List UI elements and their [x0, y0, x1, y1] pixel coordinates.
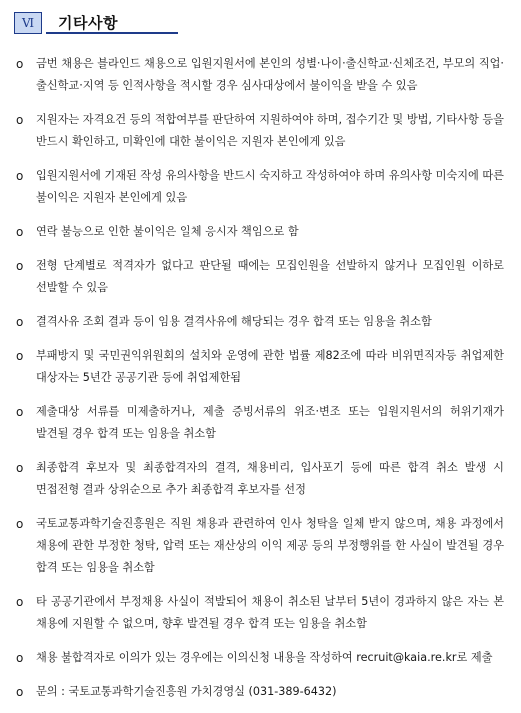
- list-item-text: 타 공공기관에서 부정채용 사실이 적발되어 채용이 취소된 날부터 5년이 경과하지 않은 자는 본 채용에 지원할 수 없으며, 향후 발견될 경우 합격 또는 임용을 취소함: [36, 595, 504, 630]
- list-item: [16, 681, 504, 703]
- list-item-text: 금번 채용은 블라인드 채용으로 입원지원서에 본인의 성별·나이·출신학교·신체조건, 부모의 직업·출신학교·지역 등 인적사항을 적시할 경우 심사대상에서 불이익을 받을 수 있음: [36, 57, 504, 92]
- list-item-text: 연락 불능으로 인한 불이익은 일체 응시자 책임으로 함: [36, 225, 299, 238]
- list-item-text: 입원지원서에 기재된 작성 유의사항을 반드시 숙지하고 작성하여야 하며 유의사항 미숙지에 따른 불이익은 지원자 본인에게 있음: [36, 169, 504, 204]
- list-item: [16, 345, 504, 389]
- bullet-icon: o: [16, 259, 24, 273]
- list-item: [16, 401, 504, 445]
- contact-text: 문의 : 국토교통과학기술진흥원 가치경영실 (031-389-6432): [36, 685, 337, 698]
- bullet-icon: o: [16, 651, 24, 665]
- bullet-icon: o: [16, 315, 24, 329]
- notice-list: [16, 53, 504, 703]
- section-title-underline: [46, 12, 178, 34]
- list-item-text: 결격사유 조회 결과 등이 임용 결격사유에 해당되는 경우 합격 또는 임용을 취소함: [36, 315, 432, 328]
- bullet-icon: o: [16, 57, 24, 71]
- list-item: [16, 221, 504, 243]
- list-item: [16, 53, 504, 97]
- bullet-icon: o: [16, 349, 24, 363]
- section-header: [14, 12, 178, 34]
- bullet-icon: o: [16, 169, 24, 183]
- list-item-text: 채용 불합격자로 이의가 있는 경우에는 이의신청 내용을 작성하여 recruit@kaia.re.kr로 제출: [36, 651, 493, 664]
- list-item: [16, 457, 504, 501]
- list-item: [16, 647, 504, 669]
- list-item-text: 제출대상 서류를 미제출하거나, 제출 증빙서류의 위조·변조 또는 입원지원서의 허위기재가 발견될 경우 합격 또는 임용을 취소함: [36, 405, 504, 440]
- list-item: [16, 591, 504, 635]
- bullet-icon: o: [16, 461, 24, 475]
- list-item-text: 국토교통과학기술진흥원은 직원 채용과 관련하여 인사 청탁을 일체 받지 않으며, 채용 과정에서 채용에 관한 부정한 청탁, 압력 또는 재산상의 이익 제공 등의 부정행위를 한 사실이 발견될 경우 합격 또는 임용을 취소함: [36, 517, 504, 574]
- list-item-text: 최종합격 후보자 및 최종합격자의 결격, 채용비리, 입사포기 등에 따른 합격 취소 발생 시 면접전형 결과 상위순으로 추가 최종합격 후보자를 선정: [36, 461, 504, 496]
- list-item: [16, 165, 504, 209]
- bullet-icon: o: [16, 225, 24, 239]
- list-item-text: 전형 단계별로 적격자가 없다고 판단될 때에는 모집인원을 선발하지 않거나 모집인원 이하로 선발할 수 있음: [36, 259, 504, 294]
- bullet-icon: o: [16, 517, 24, 531]
- bullet-icon: o: [16, 685, 24, 699]
- list-item: [16, 109, 504, 153]
- bullet-icon: o: [16, 113, 24, 127]
- list-item-text: 지원자는 자격요건 등의 적합여부를 판단하여 지원하여야 하며, 접수기간 및 방법, 기타사항 등을 반드시 확인하고, 미확인에 대한 불이익은 지원자 본인에게 있음: [36, 113, 504, 148]
- bullet-icon: o: [16, 595, 24, 609]
- section-title: 기타사항: [58, 13, 118, 32]
- list-item: [16, 255, 504, 299]
- bullet-icon: o: [16, 405, 24, 419]
- list-item: [16, 513, 504, 579]
- section-number-badge: Ⅵ: [14, 12, 42, 34]
- list-item: [16, 311, 504, 333]
- list-item-text: 부패방지 및 국민권익위원회의 설치와 운영에 관한 법률 제82조에 따라 비위면직자등 취업제한 대상자는 5년간 공공기관 등에 취업제한됨: [36, 349, 504, 384]
